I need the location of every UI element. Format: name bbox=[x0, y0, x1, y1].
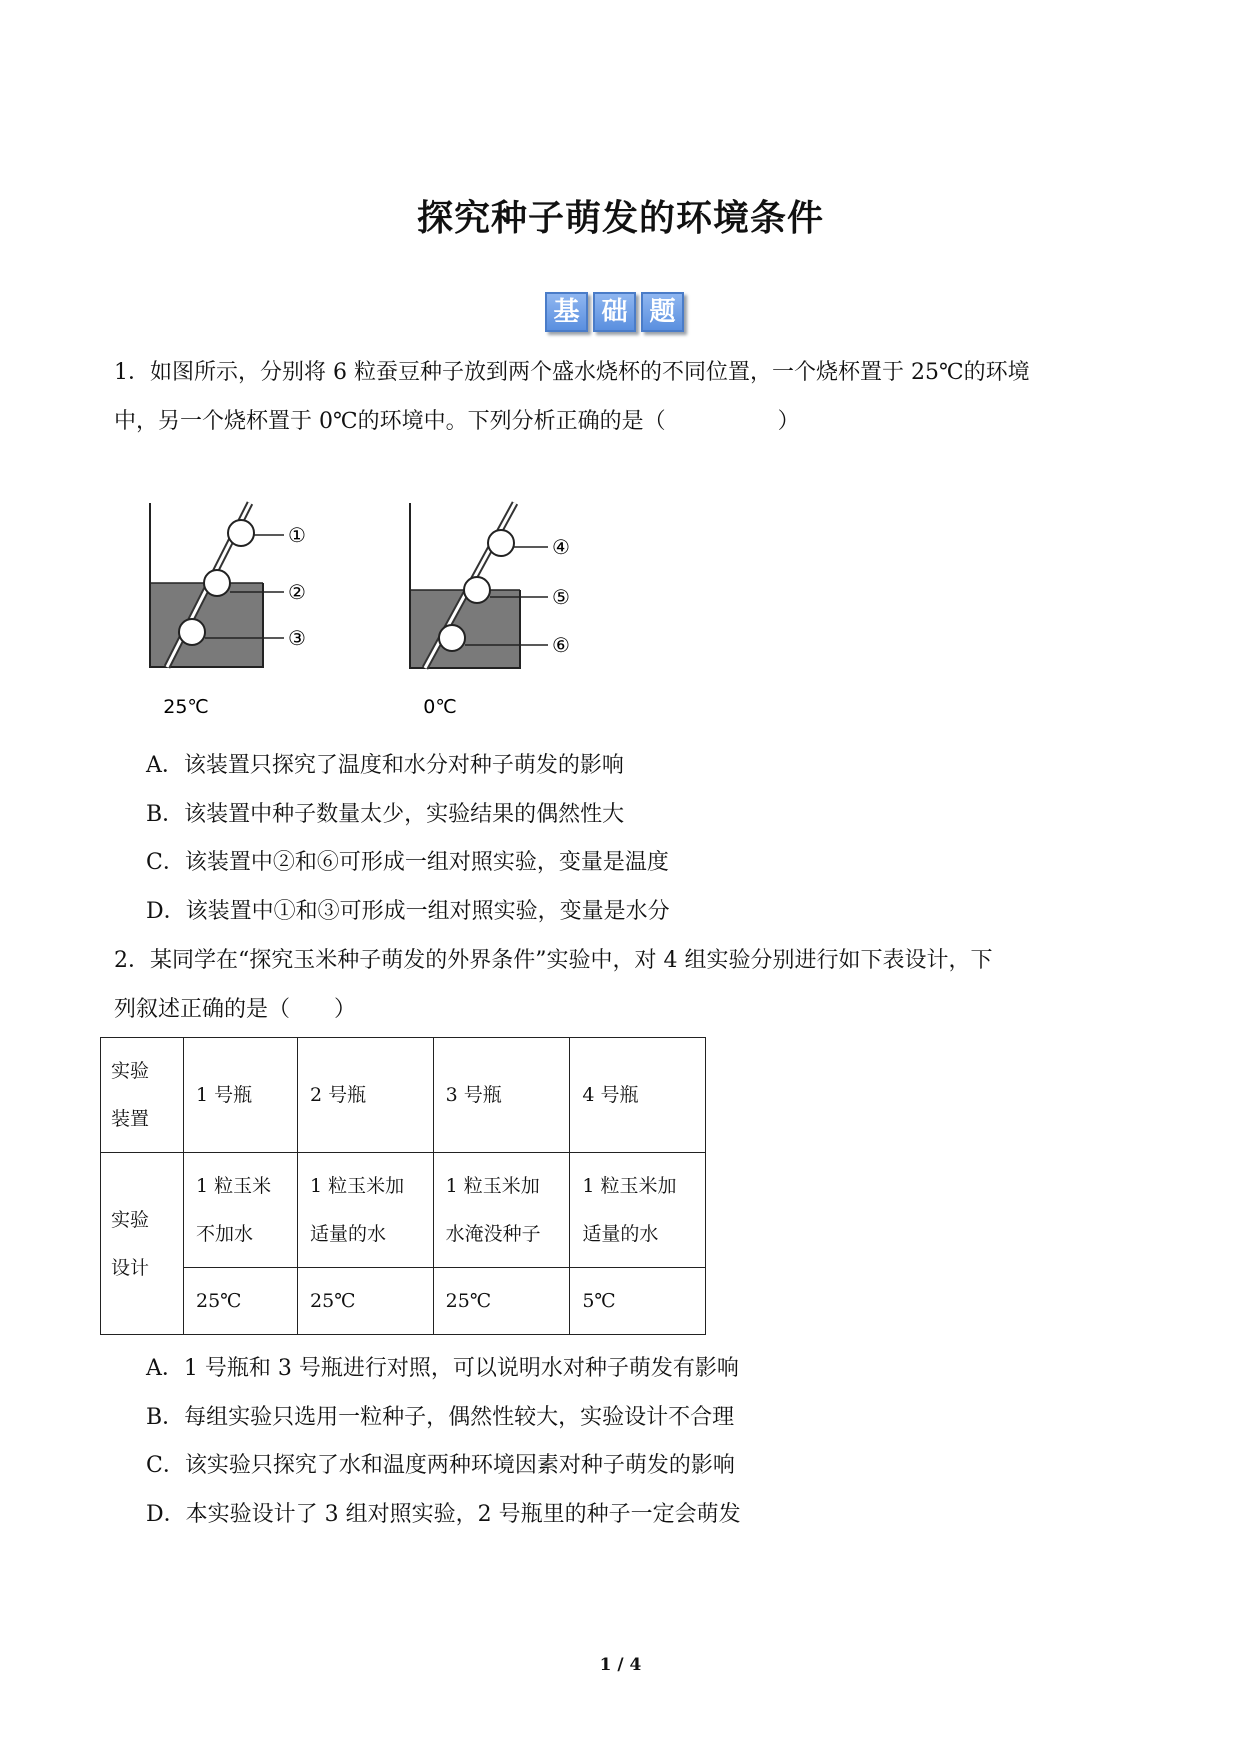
temperature-cell: 25℃ bbox=[184, 1268, 298, 1335]
seed-1 bbox=[228, 520, 254, 546]
temp-label-left: 25℃ bbox=[163, 696, 209, 718]
table-row bbox=[101, 1268, 706, 1335]
seed-2 bbox=[204, 570, 230, 596]
bottle-2-header: 2 号瓶 bbox=[298, 1038, 434, 1153]
q1-stem-line2 bbox=[114, 407, 800, 437]
badge-char: 题 bbox=[641, 292, 684, 332]
q1-stem-text: 中，另一个烧杯置于 0℃的环境中。下列分析正确的是（ bbox=[114, 409, 666, 434]
q1-option-c: C．该装置中②和⑥可形成一组对照实验，变量是温度 bbox=[146, 850, 669, 875]
seed-label-2: ② bbox=[288, 580, 306, 604]
temperature-cell: 25℃ bbox=[298, 1268, 434, 1335]
q1-stem-close: ） bbox=[777, 409, 800, 434]
bottle-3-header: 3 号瓶 bbox=[433, 1038, 570, 1153]
row-header-apparatus: 实验 装置 bbox=[101, 1038, 184, 1153]
q1-option-a: A．该装置只探究了温度和水分对种子萌发的影响 bbox=[146, 753, 624, 778]
page-title: 探究种子萌发的环境条件 bbox=[416, 198, 824, 239]
row-header-design: 实验 设计 bbox=[101, 1153, 184, 1335]
q1-option-b: B．该装置中种子数量太少，实验结果的偶然性大 bbox=[146, 802, 625, 827]
badge-char: 基 bbox=[545, 292, 588, 332]
q2-option-d: D．本实验设计了 3 组对照实验，2 号瓶里的种子一定会萌发 bbox=[146, 1502, 741, 1527]
beaker-right bbox=[410, 503, 570, 718]
q2-stem-line1: 2．某同学在“探究玉米种子萌发的外界条件”实验中，对 4 组实验分别进行如下表设计，下 bbox=[114, 948, 993, 973]
seed-label-5: ⑤ bbox=[552, 585, 570, 609]
section-badge bbox=[545, 292, 684, 332]
q2-stem-close: ） bbox=[334, 997, 357, 1022]
table-row bbox=[101, 1038, 706, 1153]
seed-5 bbox=[464, 577, 490, 603]
beaker-figure bbox=[140, 495, 620, 735]
experiment-table bbox=[100, 1037, 706, 1335]
q2-option-b: B．每组实验只选用一粒种子，偶然性较大，实验设计不合理 bbox=[146, 1405, 735, 1430]
seed-label-1: ① bbox=[288, 523, 306, 547]
seed-label-3: ③ bbox=[288, 626, 306, 650]
q2-stem-line2 bbox=[114, 995, 356, 1025]
bottle-4-header: 4 号瓶 bbox=[570, 1038, 706, 1153]
temperature-cell: 5℃ bbox=[570, 1268, 706, 1335]
seed-label-4: ④ bbox=[552, 535, 570, 559]
design-cell: 1 粒玉米加 水淹没种子 bbox=[433, 1153, 570, 1268]
badge-char: 础 bbox=[593, 292, 636, 332]
q2-option-c: C．该实验只探究了水和温度两种环境因素对种子萌发的影响 bbox=[146, 1453, 735, 1478]
design-cell: 1 粒玉米 不加水 bbox=[184, 1153, 298, 1268]
design-cell: 1 粒玉米加 适量的水 bbox=[570, 1153, 706, 1268]
bottle-1-header: 1 号瓶 bbox=[184, 1038, 298, 1153]
table-row bbox=[101, 1153, 706, 1268]
q1-option-d: D．该装置中①和③可形成一组对照实验，变量是水分 bbox=[146, 899, 670, 924]
seed-3 bbox=[179, 619, 205, 645]
page-number: 1 / 4 bbox=[599, 1655, 642, 1675]
temperature-cell: 25℃ bbox=[433, 1268, 570, 1335]
q1-stem-line1: 1．如图所示，分别将 6 粒蚕豆种子放到两个盛水烧杯的不同位置，一个烧杯置于 25℃的环境 bbox=[114, 360, 1030, 385]
seed-label-6: ⑥ bbox=[552, 633, 570, 657]
seed-4 bbox=[488, 530, 514, 556]
q2-option-a: A．1 号瓶和 3 号瓶进行对照，可以说明水对种子萌发有影响 bbox=[146, 1356, 739, 1381]
temp-label-right: 0℃ bbox=[423, 696, 457, 718]
seed-6 bbox=[439, 625, 465, 651]
q2-stem-text: 列叙述正确的是（ bbox=[114, 997, 291, 1022]
design-cell: 1 粒玉米加 适量的水 bbox=[298, 1153, 434, 1268]
beaker-left bbox=[150, 503, 306, 718]
